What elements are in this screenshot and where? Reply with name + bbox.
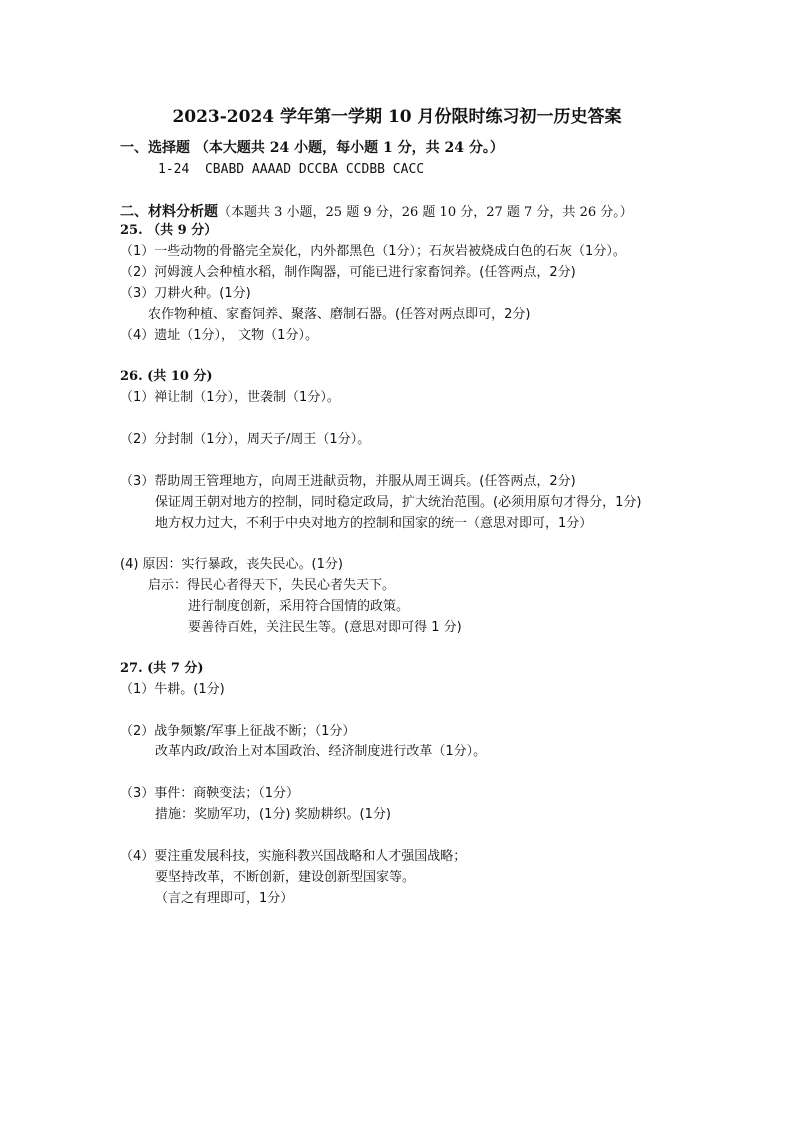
q26-line-6: (4) 原因：实行暴政，丧失民心。(1分)	[120, 557, 343, 572]
q27-line-6: （4）要注重发展科技，实施科教兴国战略和人才强国战略；	[120, 849, 467, 864]
q27-line-3: 改革内政/政治上对本国政治、经济制度进行改革（1分）。	[155, 744, 487, 759]
q27-line-8: （言之有理即可，1分）	[155, 891, 294, 906]
q27-heading: 27. (共 7 分)	[120, 661, 204, 676]
part1-answers: 1-24 CBABD AAAAD DCCBA CCDBB CACC	[158, 162, 425, 177]
part1-heading: 一、选择题 （本大题共 24 小题，每小题 1 分，共 24 分。）	[120, 140, 504, 156]
q26-line-9: 要善待百姓，关注民生等。(意思对即可得 1 分)	[188, 620, 462, 635]
q26-line-1: （1）禅让制（1分），世袭制（1分）。	[120, 390, 340, 405]
q25-line-3: （3）刀耕火种。(1分)	[120, 286, 251, 301]
q26-line-4: 保证周王朝对地方的控制，同时稳定政局，扩大统治范围。(必须用原句才得分，1分)	[155, 495, 642, 510]
q25-line-5: （4）遗址（1分）， 文物（1分）。	[120, 328, 318, 343]
part2-heading-rest: （本题共 3 小题，25 题 9 分，26 题 10 分，27 题 7 分，共 26 分。）	[218, 205, 633, 220]
part2-heading-bold: 二、材料分析题	[120, 204, 218, 220]
q26-line-5: 地方权力过大，不利于中央对地方的控制和国家的统一（意思对即可，1分）	[155, 516, 593, 531]
q27-line-4: （3）事件：商鞅变法；（1分）	[120, 786, 300, 801]
q27-line-5: 措施：奖励军功，(1分) 奖励耕织。(1分)	[155, 807, 391, 822]
q26-line-8: 进行制度创新，采用符合国情的政策。	[188, 599, 410, 614]
q26-line-7: 启示：得民心者得天下，失民心者失天下。	[148, 578, 396, 593]
q27-line-2: （2）战争频繁/军事上征战不断；（1分）	[120, 724, 356, 739]
document-title: 2023-2024 学年第一学期 10 月份限时练习初一历史答案	[172, 107, 622, 127]
q25-line-1: （1）一些动物的骨骼完全炭化，内外都黑色（1分）；石灰岩被烧成白色的石灰（1分）。	[120, 244, 626, 259]
q26-line-2: （2）分封制（1分），周天子/周王（1分）。	[120, 432, 371, 447]
q26-heading: 26. (共 10 分)	[120, 369, 213, 384]
q25-heading: 25. （共 9 分）	[120, 223, 218, 238]
part2-heading	[120, 203, 633, 222]
q26-line-3: （3）帮助周王管理地方，向周王进献贡物，并服从周王调兵。(任答两点，2分)	[120, 474, 576, 489]
q25-line-2: （2）河姆渡人会种植水稻，制作陶器，可能已进行家畜饲养。(任答两点，2分)	[120, 265, 576, 280]
q27-line-7: 要坚持改革，不断创新，建设创新型国家等。	[155, 870, 416, 885]
q25-line-4: 农作物种植、家畜饲养、聚落、磨制石器。(任答对两点即可，2分)	[148, 307, 531, 322]
q27-line-1: （1）牛耕。(1分)	[120, 682, 225, 697]
